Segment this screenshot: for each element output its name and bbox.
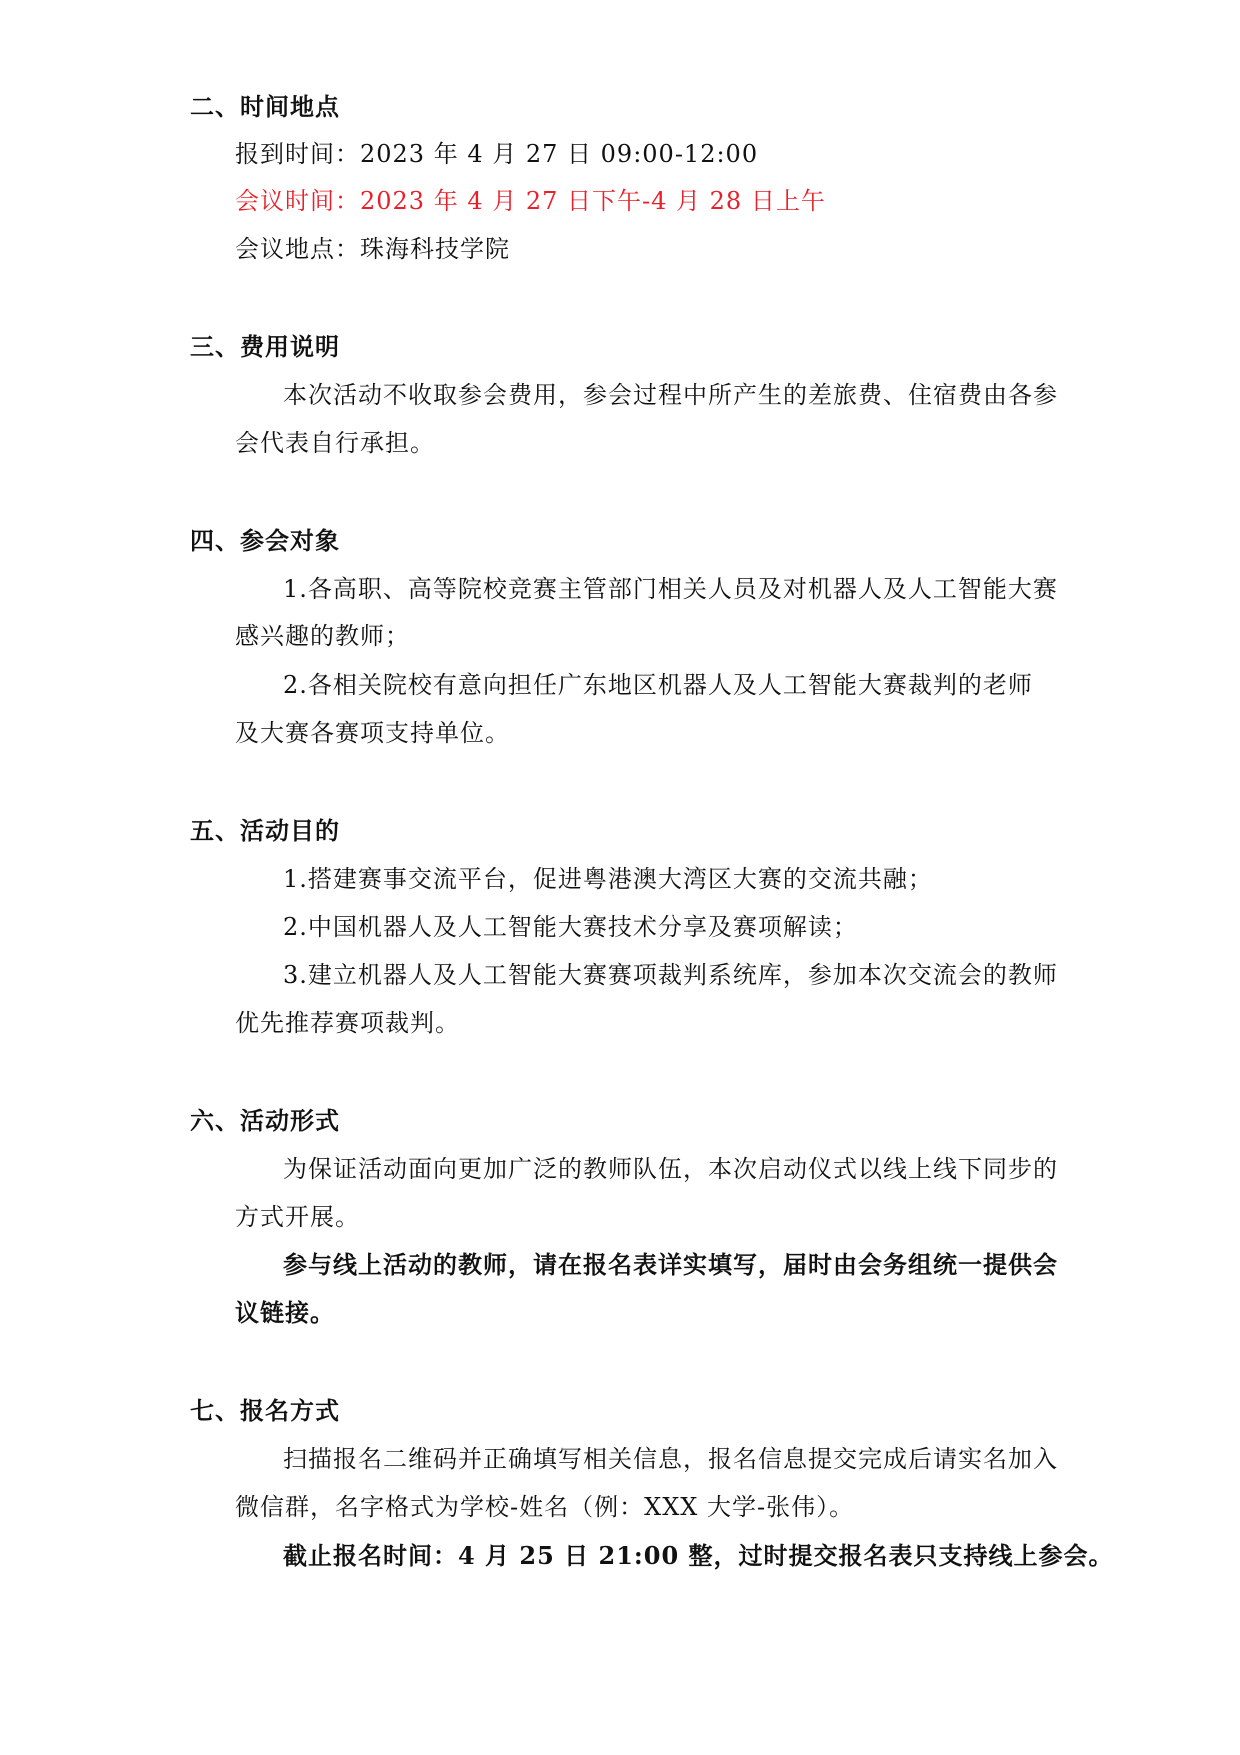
fees-paragraph-line: 本次活动不收取参会费用，参会过程中所产生的差旅费、住宿费由各参	[283, 381, 1058, 409]
attendees-item-line: 及大赛各赛项支持单位。	[235, 719, 510, 747]
section-heading-attendees: 四、参会对象	[190, 526, 340, 555]
format-online-note-line: 参与线上活动的教师，请在报名表详实填写，届时由会务组统一提供会	[283, 1250, 1058, 1279]
registration-paragraph-line: 微信群，名字格式为学校-姓名（例：XXX 大学-张伟）。	[235, 1493, 855, 1521]
attendees-item-line: 感兴趣的教师；	[235, 622, 410, 650]
format-online-note-line: 议链接。	[235, 1298, 335, 1327]
section-heading-time-place: 二、时间地点	[190, 92, 340, 121]
meeting-time: 会议时间：2023 年 4 月 27 日下午-4 月 28 日上午	[235, 187, 826, 215]
registration-paragraph-line: 扫描报名二维码并正确填写相关信息，报名信息提交完成后请实名加入	[283, 1445, 1058, 1473]
checkin-time: 报到时间：2023 年 4 月 27 日 09:00-12:00	[235, 140, 759, 168]
purpose-item-line: 2.中国机器人及人工智能大赛技术分享及赛项解读；	[283, 913, 858, 941]
registration-deadline: 截止报名时间：4 月 25 日 21:00 整，过时提交报名表只支持线上参会。	[283, 1541, 1114, 1570]
purpose-item-line: 优先推荐赛项裁判。	[235, 1009, 460, 1037]
section-heading-registration: 七、报名方式	[190, 1396, 340, 1425]
format-paragraph-line: 为保证活动面向更加广泛的教师队伍，本次启动仪式以线上线下同步的	[283, 1155, 1058, 1183]
format-paragraph-line: 方式开展。	[235, 1203, 360, 1231]
attendees-item-line: 2.各相关院校有意向担任广东地区机器人及人工智能大赛裁判的老师	[283, 671, 1033, 699]
meeting-place: 会议地点：珠海科技学院	[235, 235, 510, 263]
section-heading-format: 六、活动形式	[190, 1106, 340, 1135]
section-heading-fees: 三、费用说明	[190, 332, 340, 361]
section-heading-purpose: 五、活动目的	[190, 816, 340, 845]
purpose-item-line: 3.建立机器人及人工智能大赛赛项裁判系统库，参加本次交流会的教师	[283, 961, 1058, 989]
attendees-item-line: 1.各高职、高等院校竞赛主管部门相关人员及对机器人及人工智能大赛	[283, 575, 1058, 603]
purpose-item-line: 1.搭建赛事交流平台，促进粤港澳大湾区大赛的交流共融；	[283, 865, 933, 893]
fees-paragraph-line: 会代表自行承担。	[235, 429, 435, 457]
